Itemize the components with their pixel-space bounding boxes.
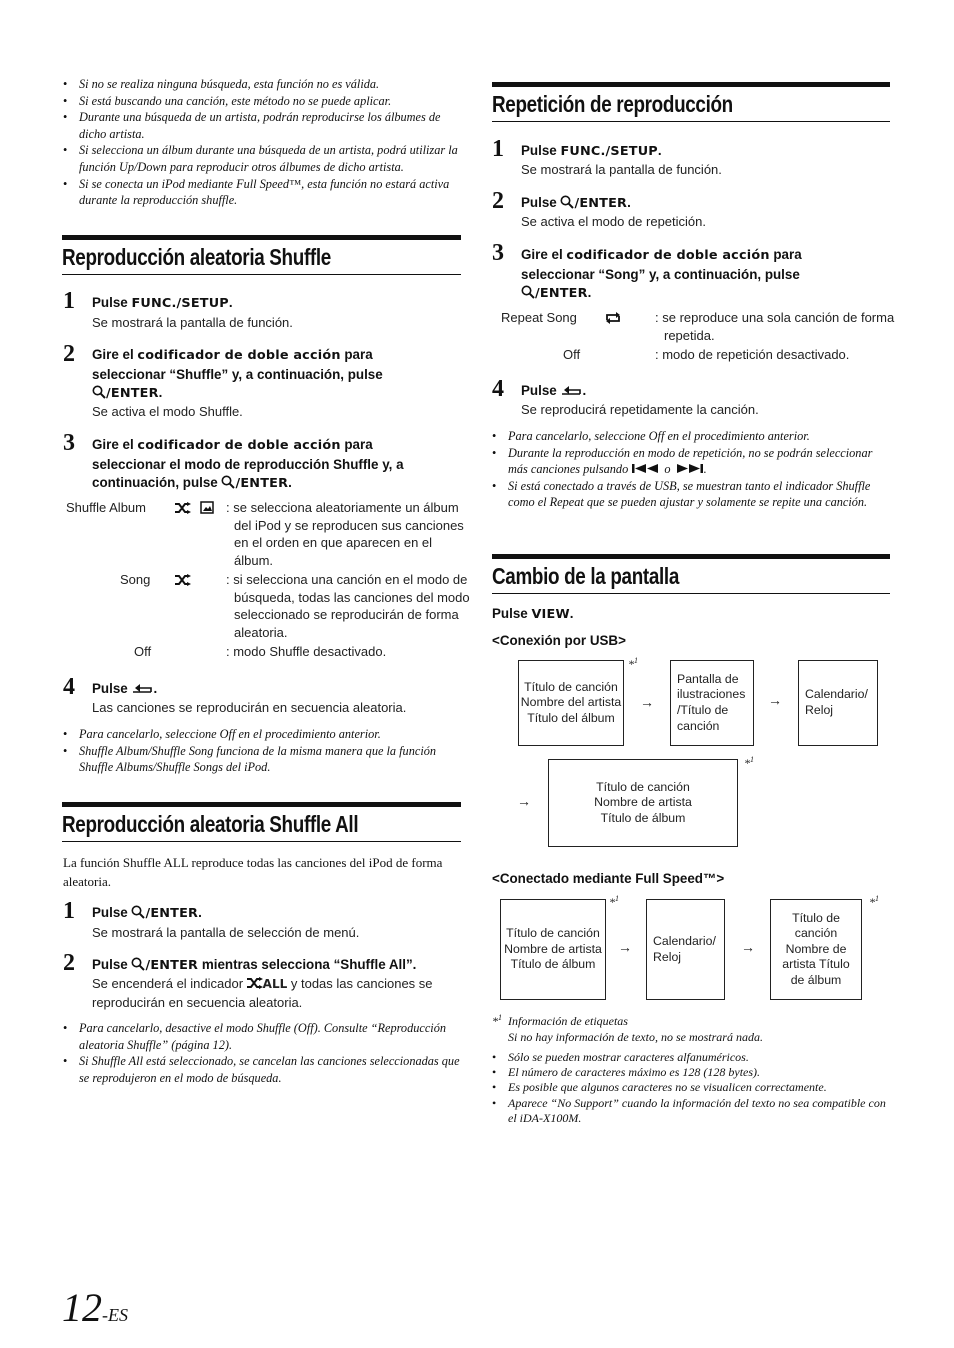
previous-track-icon (631, 463, 661, 474)
shuffle-all-intro: La función Shuffle ALL reproduce todas las canciones del iPod de forma aleatoria. (63, 855, 443, 889)
arrow: → (768, 692, 782, 708)
note: • Para cancelarlo, seleccione Off en el procedimiento anterior. (492, 428, 890, 445)
option-desc: : modo de repetición desactivado. (655, 347, 850, 362)
step-3: Gire el codificador de doble acción para seleccionar “Song” y, a continuación, pulse /ENTER. (521, 247, 802, 301)
note: • Si está conectado a través de USB, se muestran tanto el indicador Shuffle como el Repeat que se pueden ajustar y solamente se repite una canción. (492, 478, 890, 511)
step-4-desc: Las canciones se reproducirán en secuencia aleatoria. (92, 700, 407, 715)
search-icon (221, 475, 235, 489)
step-2-desc: Se activa el modo de repetición. (521, 214, 706, 229)
step-1: Pulse FUNC./SETUP. (521, 143, 662, 159)
step-number: 3 (63, 430, 75, 456)
arrow: → (640, 694, 654, 710)
step-2: Pulse /ENTER. (521, 195, 631, 211)
page-number: 12-ES (62, 1285, 128, 1330)
step-1: Pulse FUNC./SETUP. (92, 295, 233, 311)
step-number: 3 (492, 240, 504, 266)
note: • El número de caracteres máximo es 128 (128 bytes). (492, 1065, 890, 1080)
step-number: 1 (63, 898, 75, 924)
note: • Es posible que algunos caracteres no se visualicen correctamente. (492, 1080, 890, 1095)
option-label: Repeat Song (501, 310, 577, 325)
step-1: Pulse /ENTER. (92, 905, 202, 921)
step-number: 2 (63, 950, 75, 976)
step-1-desc: Se mostrará la pantalla de función. (521, 162, 722, 177)
option-desc: : modo Shuffle desactivado. (226, 644, 387, 659)
step-2-desc: Se encenderá el indicador ALL y todas las canciones se reproducirán en secuencia aleatoria. (92, 976, 433, 1010)
flow-box: Título de canción Nombre del artista Título del álbum (518, 660, 624, 746)
footnote: *$^1$ Información de etiquetas Si no hay información de texto, no se mostrará nada. (492, 1013, 763, 1044)
arrow: → (517, 793, 531, 809)
footnote-marker: *$^1$ (869, 894, 879, 909)
search-icon (131, 905, 145, 919)
repeat-notes (492, 428, 890, 511)
step-number: 1 (492, 136, 504, 162)
note: • Si selecciona un álbum durante una búsqueda de un artista, podrá utilizar la función Up/Down para reproducir otros álbumes de dicho artista. (63, 142, 463, 175)
shuffle-icon (175, 574, 191, 586)
flow-box: Pantalla de ilustraciones /Título de canción (670, 660, 754, 746)
step-1-desc: Se mostrará la pantalla de selección de menú. (92, 925, 360, 940)
arrow: → (618, 939, 632, 955)
shuffle-notes (63, 726, 461, 776)
top-notes (63, 76, 463, 209)
view-button: VIEW (531, 607, 570, 622)
next-track-icon (674, 463, 704, 474)
flow-box: Calendario/ Reloj (798, 660, 878, 746)
note: • Durante una búsqueda de un artista, podrán reproducirse los álbumes de dicho artista. (63, 109, 463, 142)
step-3: Gire el codificador de doble acción para seleccionar el modo de reproducción Shuffle y, a continuación, pulse /ENTER. (92, 437, 404, 491)
func-setup-button: FUNC./SETUP (131, 296, 229, 311)
shuffle-all-notes (63, 1020, 461, 1086)
note: • Si no se realiza ninguna búsqueda, esta función no es válida. (63, 76, 463, 93)
step-2: Pulse /ENTER mientras selecciona “Shuffle All”. (92, 957, 417, 973)
shuffle-icon (247, 977, 263, 989)
footnote-marker: *$^1$ (628, 656, 638, 671)
display-notes (492, 1050, 890, 1126)
footnote-marker: *$^1$ (609, 894, 619, 909)
pulse-view: Pulse VIEW. (492, 606, 574, 622)
flow-box: Título de canción Nombre de artista Título de álbum (770, 899, 862, 1000)
step-4: Pulse . (92, 681, 158, 696)
step-4: Pulse . (521, 383, 587, 398)
option-desc: : se reproduce una sola canción de forma repetida. (655, 310, 895, 343)
search-icon (131, 957, 145, 971)
return-icon (131, 682, 153, 694)
note: • Si está buscando una canción, este método no se puede aplicar. (63, 93, 463, 110)
footnote-marker: *$^1$ (744, 755, 754, 770)
step-2: Gire el codificador de doble acción para seleccionar “Shuffle” y, a continuación, pulse /ENTER. (92, 347, 383, 401)
usb-label: <Conexión por USB> (492, 633, 626, 648)
step-number: 2 (492, 188, 504, 214)
note: • Para cancelarlo, seleccione Off en el procedimiento anterior. (63, 726, 461, 743)
return-icon (560, 384, 582, 396)
step-1-desc: Se mostrará la pantalla de función. (92, 315, 293, 330)
note: • Si Shuffle All está seleccionado, se cancelan las canciones seleccionadas que se reprodujeron en el modo de búsqueda. (63, 1053, 461, 1086)
note: • Shuffle Album/Shuffle Song funciona de la misma manera que la función Shuffle Albums/Shuffle Songs del iPod. (63, 743, 461, 776)
note: • Aparece “No Support” cuando la información del texto no sea compatible con el iDA-X100M. (492, 1096, 890, 1126)
flow-box: Calendario/ Reloj (646, 899, 725, 1000)
option-label: Off (563, 347, 581, 362)
repeat-icon (604, 311, 622, 325)
all-indicator: ALL (262, 977, 288, 991)
album-icon (200, 501, 214, 514)
option-label: Off (134, 644, 152, 659)
note: • Para cancelarlo, desactive el modo Shuffle (Off). Consulte “Reproducción aleatoria Shuffle” (página 12). (63, 1020, 461, 1053)
option-desc: : se selecciona aleatoriamente un álbum del iPod y se reproducen sus canciones en el orden en que aparecen en el álbum. (226, 500, 464, 568)
func-setup-button: FUNC./SETUP (560, 144, 658, 159)
step-number: 4 (63, 674, 75, 700)
flow-box: Título de canción Nombre de artista Título de álbum (548, 759, 738, 847)
option-desc: : si selecciona una canción en el modo de búsqueda, todas las canciones del modo seleccionado se reproducirán de forma aleatoria. (226, 572, 470, 640)
note: • Durante la reproducción en modo de repetición, no se podrán seleccionar más canciones pulsando o . (492, 445, 890, 478)
search-icon (521, 285, 535, 299)
flow-box: Título de canción Nombre de artista Título de álbum (500, 899, 606, 1000)
arrow: → (741, 939, 755, 955)
step-2-desc: Se activa el modo Shuffle. (92, 404, 243, 419)
section-title-repeat: Repetición de reproducción (492, 82, 890, 122)
step-number: 2 (63, 341, 75, 367)
shuffle-icon (175, 502, 191, 514)
section-title-shuffle: Reproducción aleatoria Shuffle (62, 235, 461, 275)
option-label: Song (120, 572, 151, 587)
section-title-shuffle-all: Reproducción aleatoria Shuffle All (62, 802, 461, 842)
note: • Si se conecta un iPod mediante Full Speed™, esta función no estará activa durante la reproducción shuffle. (63, 176, 463, 209)
search-icon (92, 385, 106, 399)
note: • Sólo se pueden mostrar caracteres alfanuméricos. (492, 1050, 890, 1065)
option-label: Shuffle Album (66, 500, 146, 515)
full-speed-label: <Conectado mediante Full Speed™> (492, 871, 725, 886)
step-number: 1 (63, 288, 75, 314)
step-4-desc: Se reproducirá repetidamente la canción. (521, 402, 759, 417)
step-number: 4 (492, 376, 504, 402)
section-title-display: Cambio de la pantalla (492, 554, 890, 594)
search-icon (560, 195, 574, 209)
